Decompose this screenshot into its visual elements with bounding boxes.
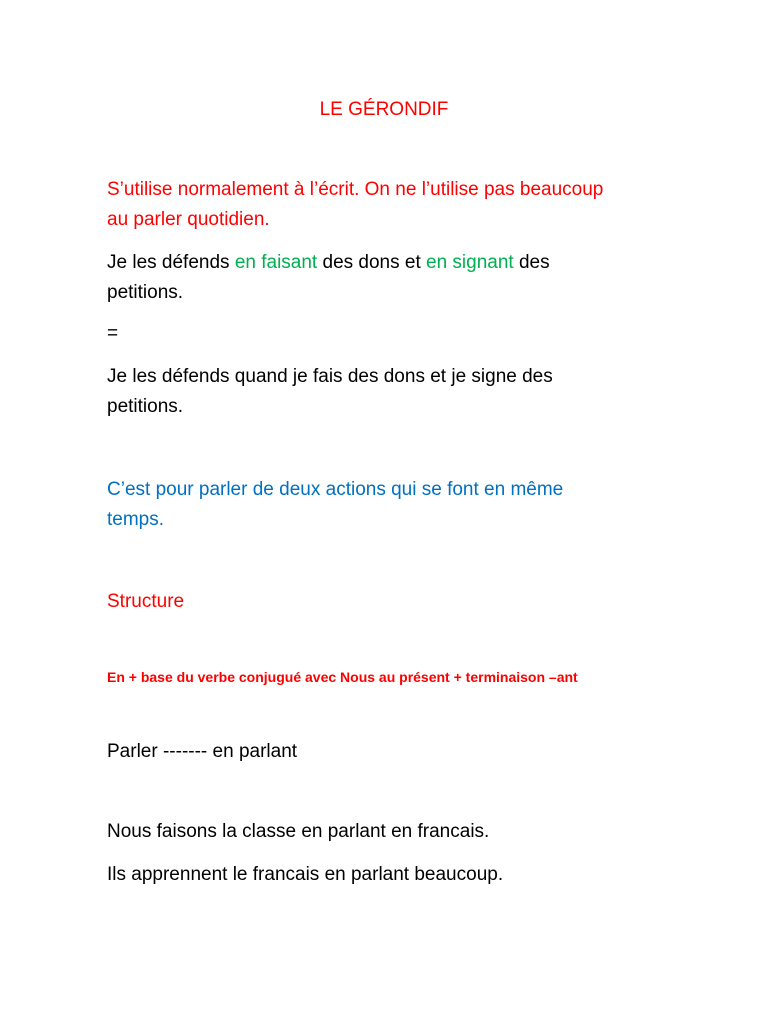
example-sentence-2-line-2: petitions. xyxy=(107,396,184,417)
gerund-highlight-faisant: en faisant xyxy=(234,252,318,273)
usage-note-line-2: au parler quotidien. xyxy=(107,209,270,230)
usage-note-line-1: S’utilise normalement à l’écrit. On ne l’utilise pas beaucoup xyxy=(107,179,604,200)
document-title: LE GÉRONDIF xyxy=(319,99,449,120)
usage-example-1: Nous faisons la classe en parlant en francais. xyxy=(107,821,490,842)
example-1-text-b: des dons et xyxy=(317,252,427,273)
structure-heading: Structure xyxy=(107,591,185,612)
example-sentence-1-line-2: petitions. xyxy=(107,282,184,303)
gerund-highlight-signant: en signant xyxy=(426,252,514,273)
example-1-text-c: des xyxy=(513,252,550,273)
usage-example-2: Ils apprennent le francais en parlant beaucoup. xyxy=(107,864,504,885)
equals-sign: = xyxy=(107,323,119,344)
structure-rule: En + base du verbe conjugué avec Nous au présent + terminaison –ant xyxy=(107,669,578,685)
example-sentence-1 xyxy=(107,253,550,272)
meaning-note-line-2: temps. xyxy=(107,509,165,530)
example-1-text-a: Je les défends xyxy=(107,252,235,273)
meaning-note-line-1: C’est pour parler de deux actions qui se font en même xyxy=(107,479,564,500)
example-sentence-2: Je les défends quand je fais des dons et je signe des xyxy=(107,366,553,387)
conversion-example: Parler ------- en parlant xyxy=(107,741,298,762)
